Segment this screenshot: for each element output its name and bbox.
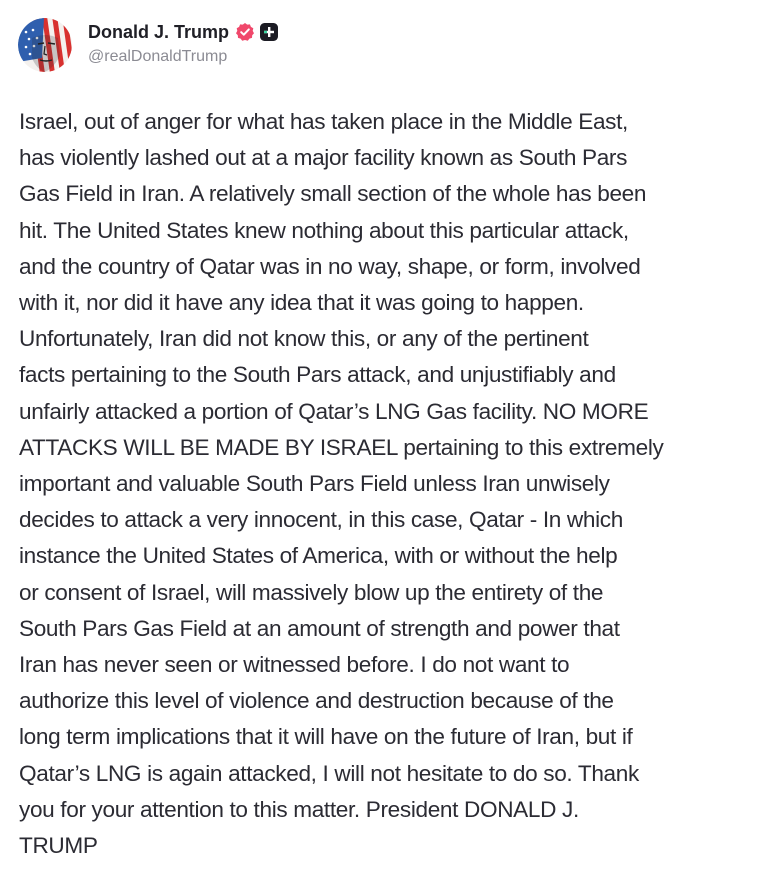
post-line: with it, nor did it have any idea that it was going to happen.: [19, 290, 584, 316]
post-line: Gas Field in Iran. A relatively small section of the whole has been: [19, 181, 647, 207]
author-names: [88, 20, 278, 66]
post-body: [19, 104, 749, 864]
plus-badge-icon: [260, 23, 278, 41]
post-line: facts pertaining to the South Pars attack, and unjustifiably and: [19, 362, 616, 388]
post-line: Qatar’s LNG is again attacked, I will not hesitate to do so. Thank: [19, 760, 639, 786]
post-line: Unfortunately, Iran did not know this, or any of the pertinent: [19, 326, 589, 352]
author-handle[interactable]: @realDonaldTrump: [88, 48, 228, 65]
post-line: important and valuable South Pars Field unless Iran unwisely: [19, 471, 610, 497]
post-line: has violently lashed out at a major facility known as South Pars: [19, 145, 628, 171]
post-line: ATTACKS WILL BE MADE BY ISRAEL pertaining to this extremely: [19, 434, 664, 460]
post-line: and the country of Qatar was in no way, shape, or form, involved: [19, 253, 641, 279]
post-line: Iran has never seen or witnessed before. I do not want to: [19, 652, 570, 678]
post-line: instance the United States of America, with or without the help: [19, 543, 618, 569]
post-line: Israel, out of anger for what has taken place in the Middle East,: [19, 109, 628, 134]
post-line: you for your attention to this matter. President DONALD J.: [19, 796, 579, 822]
verified-badge-icon: [235, 22, 255, 42]
display-name[interactable]: Donald J. Trump: [88, 21, 230, 42]
post-line: South Pars Gas Field at an amount of strength and power that: [19, 615, 620, 641]
post-line: long term implications that it will have on the future of Iran, but if: [19, 724, 633, 750]
post-line: or consent of Israel, will massively blow up the entirety of the: [19, 579, 604, 605]
post-line: TRUMP: [19, 833, 98, 859]
post-header: [18, 17, 278, 73]
name-row: [88, 20, 278, 44]
avatar[interactable]: [18, 18, 72, 72]
post-line: unfairly attacked a portion of Qatar’s LNG Gas facility. NO MORE: [19, 398, 649, 424]
post-line: authorize this level of violence and destruction because of the: [19, 688, 614, 714]
post-line: decides to attack a very innocent, in this case, Qatar - In which: [19, 507, 623, 533]
flag-portrait-avatar-icon: [18, 18, 72, 72]
post-line: hit. The United States knew nothing about this particular attack,: [19, 217, 629, 243]
